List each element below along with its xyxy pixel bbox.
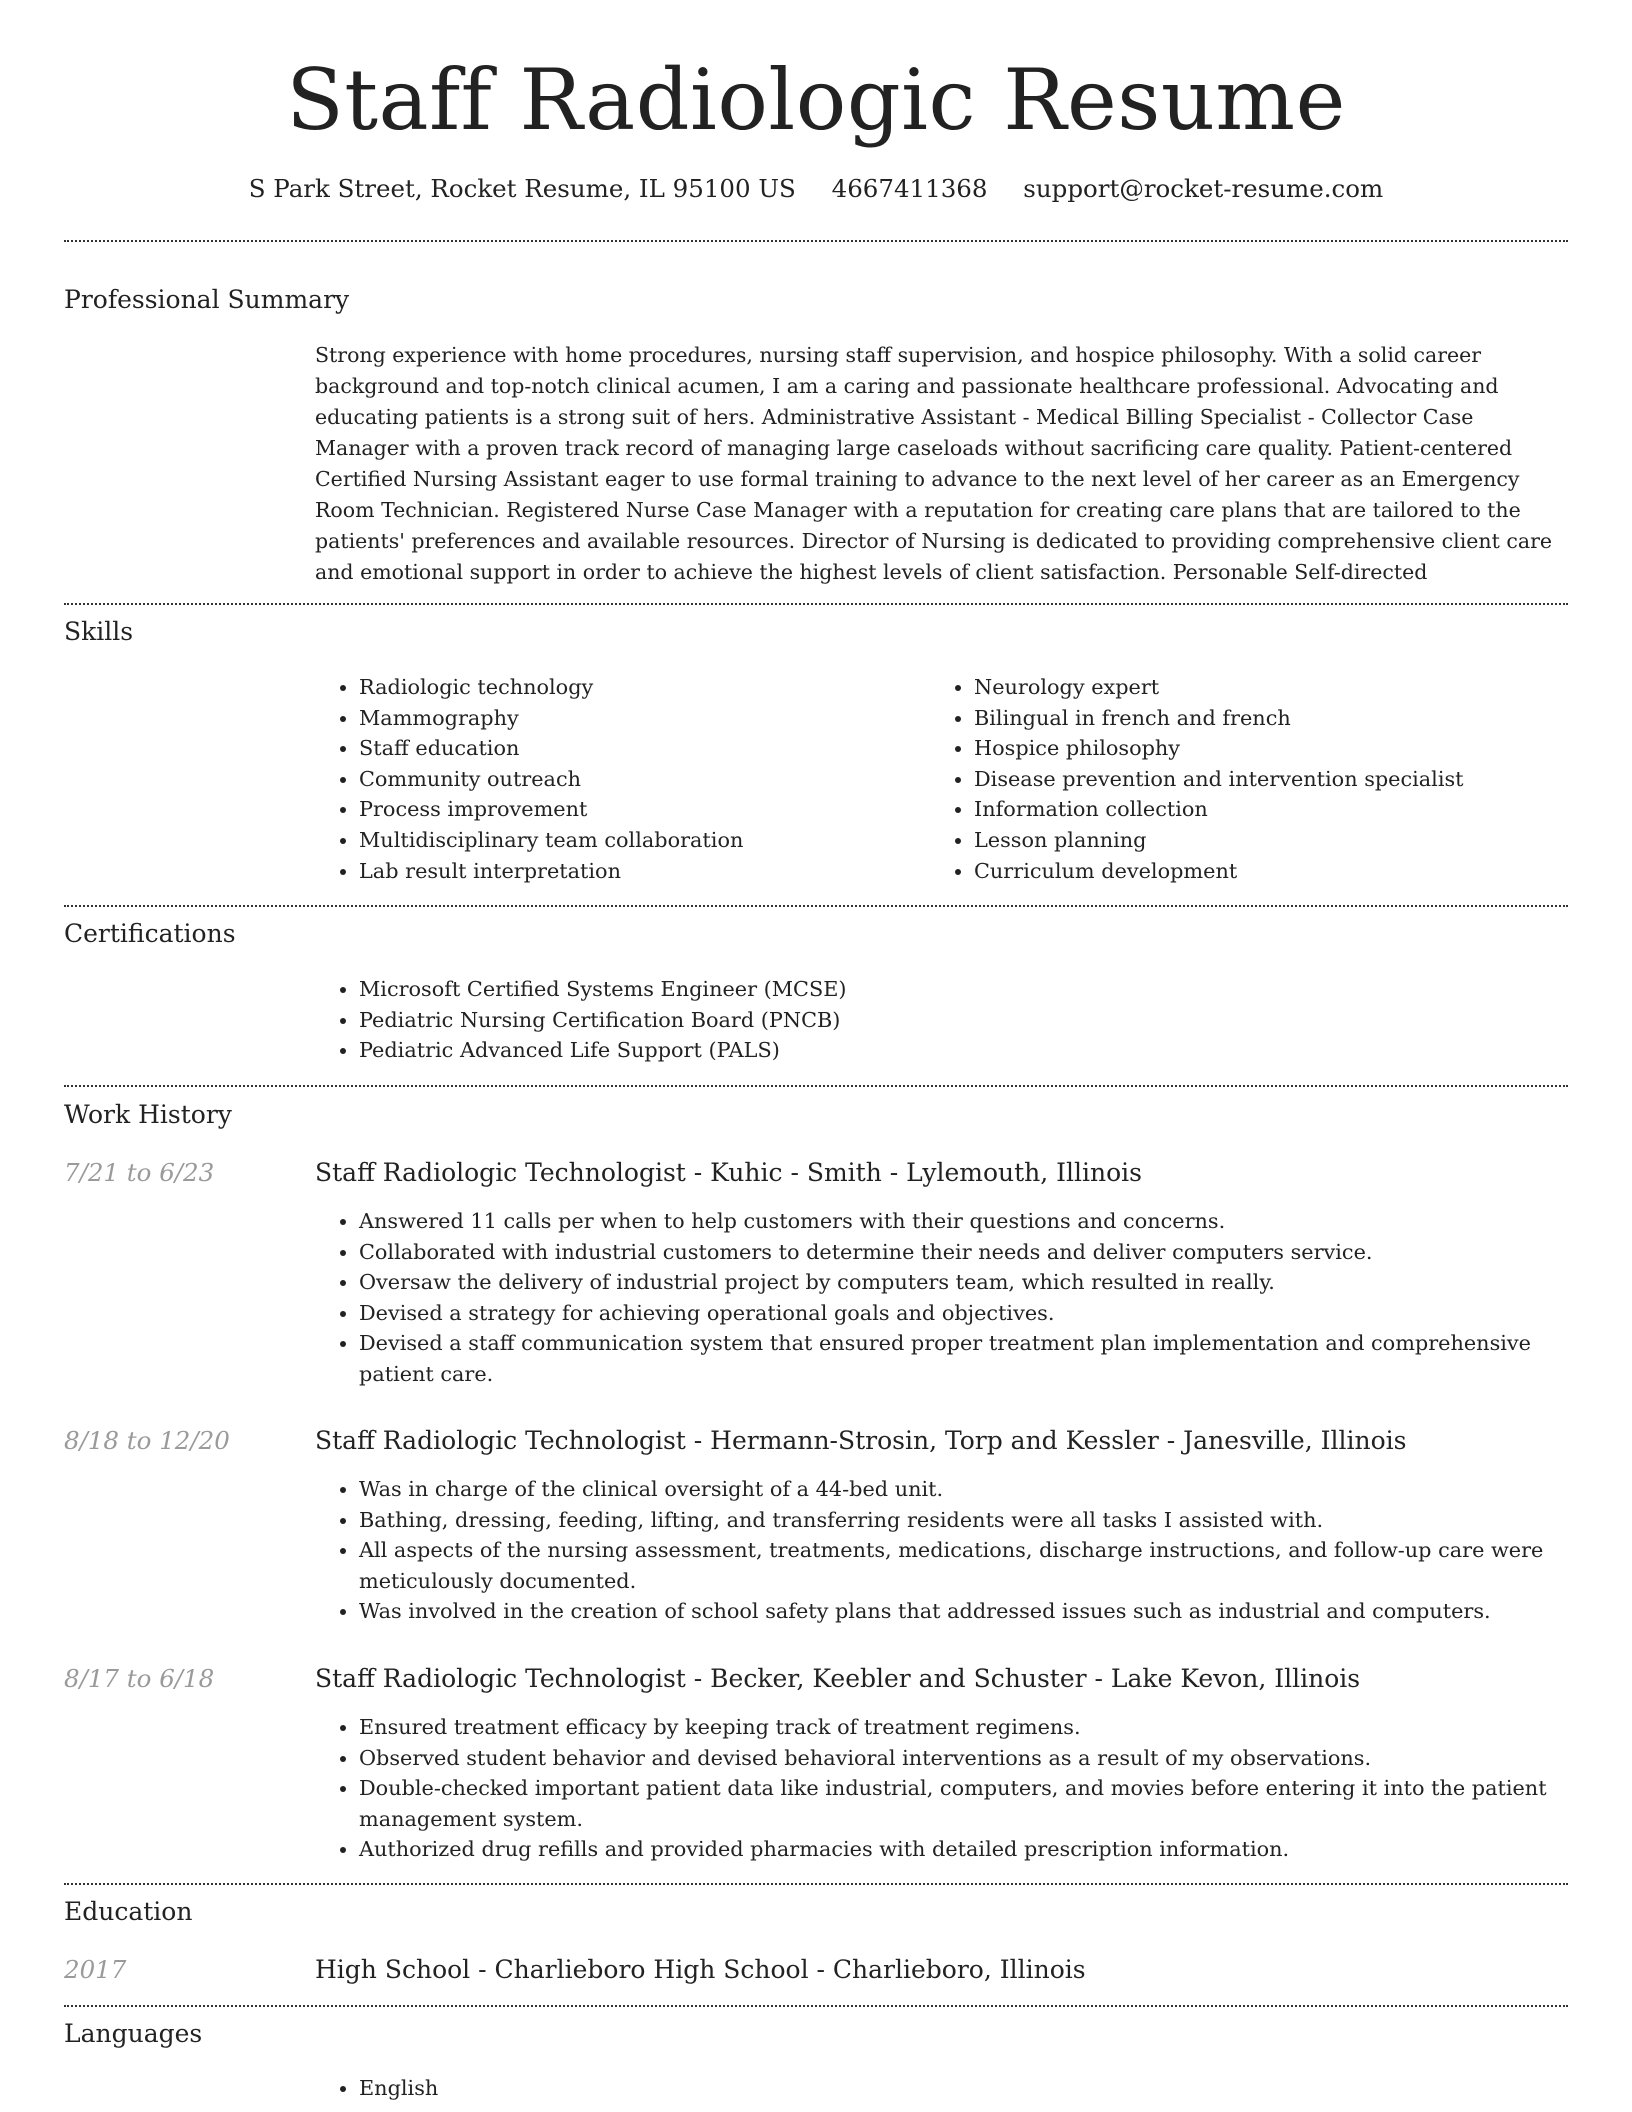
skill-item: • Disease prevention and intervention specialist	[974, 764, 1570, 795]
skill-item: • Radiologic technology	[359, 672, 915, 703]
skill-item: • Multidisciplinary team collaboration	[359, 825, 915, 856]
skill-item: • Neurology expert	[974, 672, 1570, 703]
skill-item: • Lab result interpretation	[359, 856, 915, 887]
language-item: • English	[359, 2073, 1571, 2104]
skill-item: • Mammography	[359, 703, 915, 734]
contact-address: S Park Street, Rocket Resume, IL 95100 US	[248, 174, 796, 203]
divider	[64, 240, 1568, 242]
education-heading: High School - Charlieboro High School - Charlieboro, Illinois	[315, 1955, 1086, 1984]
skill-item: • Lesson planning	[974, 825, 1570, 856]
section-title-work-history: Work History	[64, 1100, 232, 1129]
certification-item: • Microsoft Certified Systems Engineer (MCSE)	[359, 974, 1571, 1005]
job-bullet: • Was involved in the creation of school safety plans that addressed issues such as industrial and computers.	[359, 1596, 1571, 1627]
skill-item: • Hospice philosophy	[974, 733, 1570, 764]
job-heading: Staff Radiologic Technologist - Becker, Keebler and Schuster - Lake Kevon, Illinois	[315, 1664, 1361, 1693]
section-title-skills: Skills	[64, 617, 134, 646]
section-title-languages: Languages	[64, 2019, 203, 2048]
job-bullet: • Bathing, dressing, feeding, lifting, and transferring residents were all tasks I assisted with.	[359, 1505, 1571, 1536]
divider	[64, 1085, 1568, 1087]
job-bullet: • Double-checked important patient data like industrial, computers, and movies before entering it into the patient management system.	[359, 1773, 1571, 1834]
job-bullet: • Devised a strategy for achieving operational goals and objectives.	[359, 1298, 1571, 1329]
certification-item: • Pediatric Advanced Life Support (PALS)	[359, 1035, 1571, 1066]
job-bullet: • All aspects of the nursing assessment, treatments, medications, discharge instructions, and follow-up care were meticulously documented.	[359, 1535, 1571, 1596]
job-bullets	[315, 1206, 1571, 1390]
job-bullets	[315, 1474, 1571, 1627]
divider	[64, 905, 1568, 907]
skill-item: • Process improvement	[359, 794, 915, 825]
contact-line	[0, 170, 1632, 208]
job-bullet: • Oversaw the delivery of industrial project by computers team, which resulted in really.	[359, 1267, 1571, 1298]
certification-item: • Pediatric Nursing Certification Board (PNCB)	[359, 1005, 1571, 1036]
contact-phone: 4667411368	[831, 174, 988, 203]
skill-item: • Staff education	[359, 733, 915, 764]
section-title-education: Education	[64, 1897, 193, 1926]
skills-column-left	[315, 672, 915, 886]
job-bullet: • Was in charge of the clinical oversight of a 44-bed unit.	[359, 1474, 1571, 1505]
job-heading: Staff Radiologic Technologist - Hermann-Strosin, Torp and Kessler - Janesville, Illinois	[315, 1426, 1407, 1455]
divider	[64, 603, 1568, 605]
job-bullet: • Collaborated with industrial customers to determine their needs and deliver computers service.	[359, 1237, 1571, 1268]
education-year: 2017	[64, 1955, 127, 1984]
divider	[64, 2005, 1568, 2007]
skill-item: • Community outreach	[359, 764, 915, 795]
skill-item: • Bilingual in french and french	[974, 703, 1570, 734]
skill-item: • Information collection	[974, 794, 1570, 825]
section-title-summary: Professional Summary	[64, 285, 350, 314]
section-title-certifications: Certifications	[64, 919, 236, 948]
job-dates: 8/18 to 12/20	[64, 1426, 230, 1455]
job-dates: 7/21 to 6/23	[64, 1158, 215, 1187]
job-bullet: • Ensured treatment efficacy by keeping track of treatment regimens.	[359, 1712, 1571, 1743]
skill-item: • Curriculum development	[974, 856, 1570, 887]
job-bullet: • Answered 11 calls per when to help customers with their questions and concerns.	[359, 1206, 1571, 1237]
job-dates: 8/17 to 6/18	[64, 1664, 215, 1693]
skills-column-right	[930, 672, 1570, 886]
contact-email: support@rocket-resume.com	[1023, 174, 1384, 203]
job-bullet: • Observed student behavior and devised behavioral interventions as a result of my observations.	[359, 1743, 1571, 1774]
job-bullet: • Authorized drug refills and provided pharmacies with detailed prescription information.	[359, 1834, 1571, 1865]
job-heading: Staff Radiologic Technologist - Kuhic - Smith - Lylemouth, Illinois	[315, 1158, 1142, 1187]
summary-text: Strong experience with home procedures, nursing staff supervision, and hospice philosophy. With a solid career background and top-notch clinical acumen, I am a caring and passionate healthcare professional. Advocating and educating patients is a strong suit of hers. Administrative Assistant - Medical Billing Specialist - Collector Case Manager with a proven track record of managing large caseloads without sacrificing care quality. Patient-centered Certified Nursing Assistant eager to use formal training to advance to the next level of her career as an Emergency Room Technician. Registered Nurse Case Manager with a reputation for creating care plans that are tailored to the patients' preferences and available resources. Director of Nursing is dedicated to providing comprehensive client care and emotional support in order to achieve the highest levels of client satisfaction. Personable Self-directed	[315, 343, 1552, 584]
resume-title: Staff Radiologic Resume	[286, 51, 1346, 149]
job-bullet: • Devised a staff communication system that ensured proper treatment plan implementation and comprehensive patient care.	[359, 1328, 1571, 1389]
languages-list	[315, 2073, 1571, 2104]
certifications-list	[315, 974, 1571, 1066]
divider	[64, 1883, 1568, 1885]
job-bullets	[315, 1712, 1571, 1865]
